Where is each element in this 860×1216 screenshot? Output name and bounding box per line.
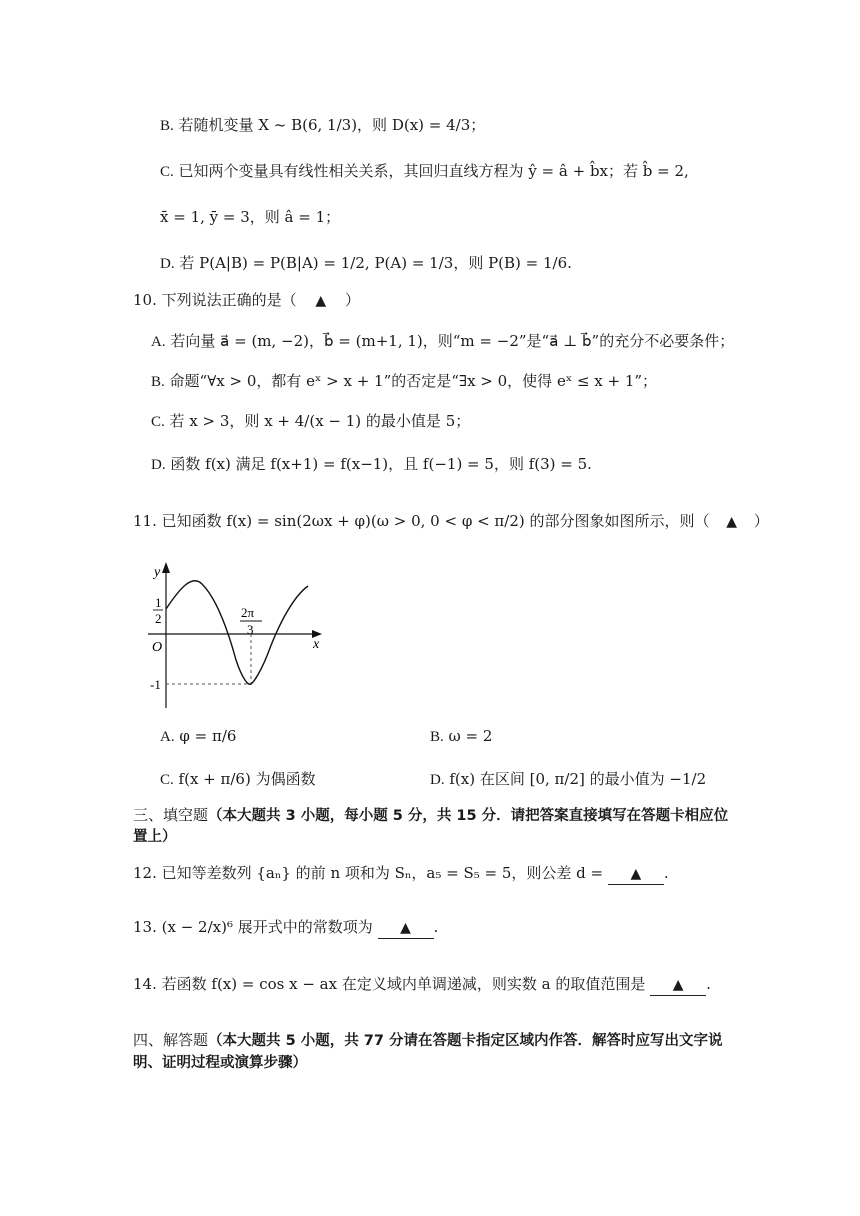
answer-placeholder-triangle: ▲ xyxy=(726,514,738,530)
q10-stem: 10. 下列说法正确的是（ ▲ ） xyxy=(133,291,360,309)
section-3-note: 置上） xyxy=(133,829,177,845)
y-axis-arrow xyxy=(162,562,170,573)
q11-option-b: B. ω = 2 xyxy=(430,727,493,745)
q14: 14. 若函数 f(x) = cos x − ax 在定义域内单调递减，则实数 a 的取值范围是 ▲ . xyxy=(133,975,711,996)
q13: 13. (x − 2/x)⁶ 展开式中的常数项为 ▲ . xyxy=(133,918,438,939)
section-3-heading: 三、填空题（本大题共 3 小题，每小题 5 分，共 15 分．请把答案直接填写在答题卡相应位 xyxy=(133,806,729,824)
section-4-heading: 四、解答题（本大题共 5 小题，共 77 分请在答题卡指定区域内作答．解答时应写出文字说 xyxy=(133,1031,723,1049)
y-axis-label: y xyxy=(154,565,161,580)
q11-option-d: D. f(x) 在区间 [0, π/2] 的最小值为 −1/2 xyxy=(430,770,707,788)
sine-graph xyxy=(140,556,340,716)
answer-blank xyxy=(378,918,434,939)
answer-placeholder-triangle: ▲ xyxy=(315,293,327,309)
answer-placeholder-triangle: ▲ xyxy=(672,977,684,993)
y-min-label: -1 xyxy=(150,677,161,692)
q9-option-c-continued: x̄ = 1, ȳ = 3，则 â = 1； xyxy=(160,208,341,226)
section-4-note: 明、证明过程或演算步骤） xyxy=(133,1055,307,1071)
q10-option-c: C. 若 x > 3，则 x + 4/(x − 1) 的最小值是 5； xyxy=(151,412,471,430)
q10-option-b: B. 命题“∀x > 0，都有 eˣ > x + 1”的否定是“∃x > 0，使得 eˣ ≤ x + 1”； xyxy=(151,372,658,390)
x-tick-denominator: 3 xyxy=(247,622,254,637)
origin-label: O xyxy=(152,640,163,655)
y-tick-half-numerator: 1 xyxy=(155,595,162,610)
sine-curve xyxy=(166,581,308,685)
q11-stem: 11. 已知函数 f(x) = sin(2ωx + φ)(ω > 0, 0 < φ < π/2) 的部分图象如图所示，则（ ▲ ） xyxy=(133,512,769,530)
answer-blank xyxy=(608,864,664,885)
q9-option-d: D. 若 P(A|B) = P(B|A) = 1/2, P(A) = 1/3，则 P(B) = 1/6. xyxy=(160,254,572,272)
answer-blank xyxy=(650,975,706,996)
q11-option-a: A. φ = π/6 xyxy=(160,727,237,745)
q11-option-c: C. f(x + π/6) 为偶函数 xyxy=(160,770,316,788)
q10-option-d: D. 函数 f(x) 满足 f(x+1) = f(x−1)，且 f(−1) = 5，则 f(3) = 5. xyxy=(151,455,592,473)
x-tick-numerator: 2π xyxy=(241,605,255,620)
q9-option-c: C. 已知两个变量具有线性相关关系，其回归直线方程为 ŷ = â + b̂x；若 b̂ = 2, xyxy=(160,162,689,180)
x-axis-label: x xyxy=(313,637,320,652)
q9-option-b: B. 若随机变量 X ~ B(6, 1/3)，则 D(x) = 4/3； xyxy=(160,116,486,134)
answer-placeholder-triangle: ▲ xyxy=(630,866,642,882)
y-tick-half-denominator: 2 xyxy=(155,611,162,626)
q12: 12. 已知等差数列 {aₙ} 的前 n 项和为 Sₙ，a₅ = S₅ = 5，则公差 d = ▲ . xyxy=(133,864,669,885)
answer-placeholder-triangle: ▲ xyxy=(400,920,411,936)
q10-option-a: A. 若向量 a⃗ = (m, −2)，b⃗ = (m+1, 1)，则“m = −2”是“a⃗ ⊥ b⃗”的充分不必要条件； xyxy=(151,332,735,350)
